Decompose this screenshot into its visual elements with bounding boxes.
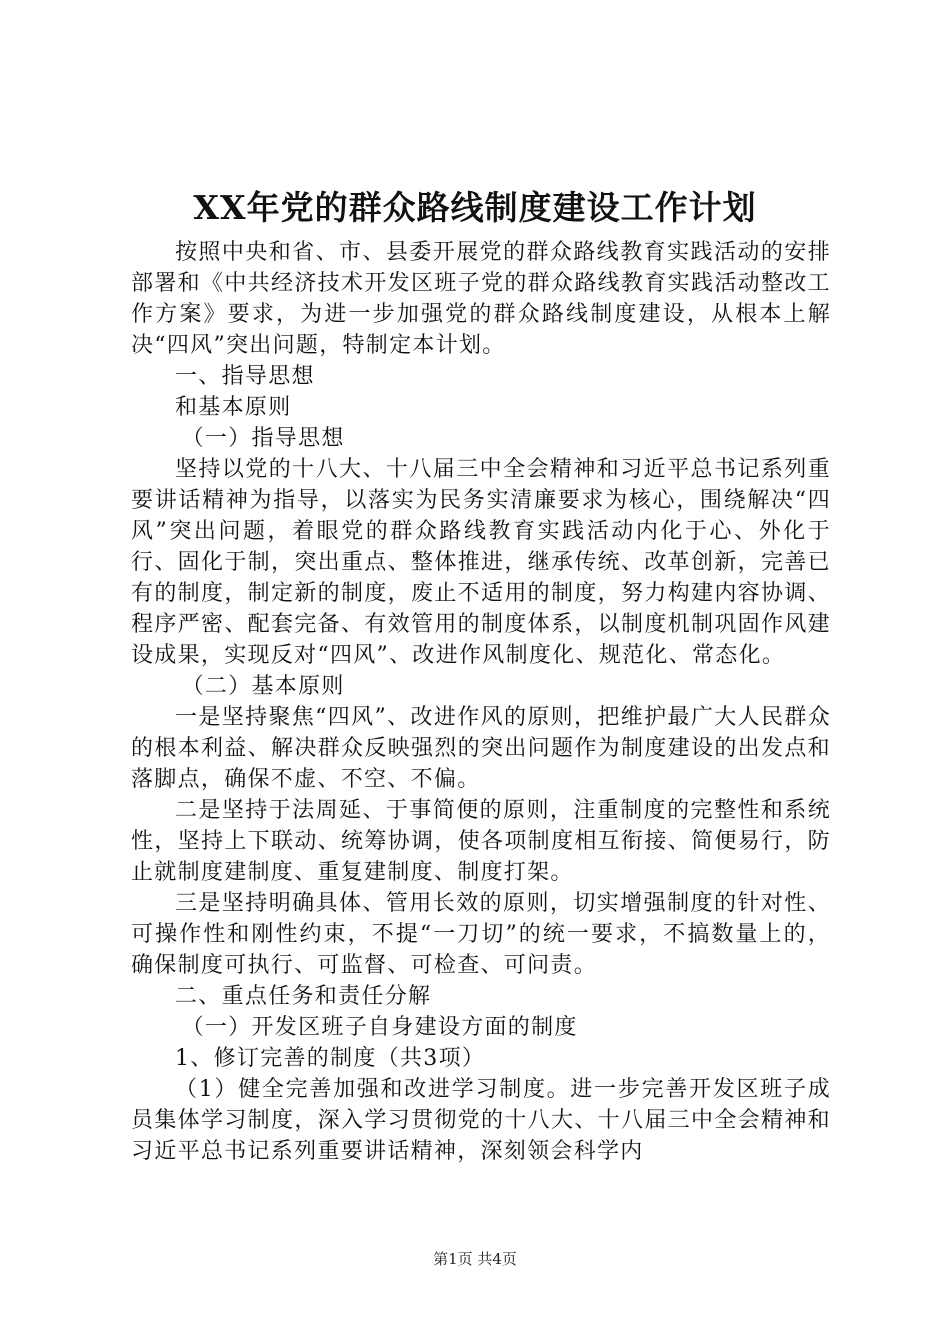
page-footer	[0, 1248, 950, 1269]
subsection-heading-team-building: （一）开发区班子自身建设方面的制度	[181, 1015, 578, 1040]
page-number: 第1页	[433, 1250, 473, 1268]
section-heading-2: 二、重点任务和责任分解	[175, 984, 432, 1009]
subsection-heading-basic-principles: （二）基本原则	[181, 674, 345, 699]
document-title: XX年党的群众路线制度建设工作计划	[193, 188, 757, 227]
guiding-thought-paragraph: 坚持以党的十八大、十八届三中全会精神和习近平总书记系列重要讲话精神为指导，以落实为民务实清廉要求为核心，围绕解决“四风”突出问题，着眼党的群众路线教育实践活动内化于心、外化于行、固化于制，突出重点、整体推进，继承传统、改革创新，完善已有的制度，制定新的制度，废止不适用的制度，努力构建内容协调、程序严密、配套完备、有效管用的制度体系，以制度机制巩固作风建设成果，实现反对“四风”、改进作风制度化、规范化、常态化。	[131, 457, 831, 668]
item-1-paragraph: （1）健全完善加强和改进学习制度。进一步完善开发区班子成员集体学习制度，深入学习贯彻党的十八大、十八届三中全会精神和习近平总书记系列重要讲话精神，深刻领会科学内	[131, 1077, 831, 1164]
page-total: 共4页	[477, 1250, 517, 1268]
item-heading-revised-systems: 1、修订完善的制度（共3项）	[175, 1046, 486, 1071]
subsection-heading-guiding-thought: （一）指导思想	[181, 426, 345, 451]
principle-two-paragraph: 二是坚持于法周延、于事简便的原则，注重制度的完整性和系统性，坚持上下联动、统筹协调，使各项制度相互衔接、简便易行，防止就制度建制度、重复建制度、制度打架。	[131, 798, 831, 885]
principle-three-paragraph: 三是坚持明确具体、管用长效的原则，切实增强制度的针对性、可操作性和刚性约束，不提“一刀切”的统一要求，不搞数量上的，确保制度可执行、可监督、可检查、可问责。	[131, 891, 831, 978]
principle-one-paragraph: 一是坚持聚焦“四风”、改进作风的原则，把维护最广大人民群众的根本利益、解决群众反映强烈的突出问题作为制度建设的出发点和落脚点，确保不虚、不空、不偏。	[131, 705, 831, 792]
document-body	[131, 237, 831, 1167]
intro-paragraph: 按照中央和省、市、县委开展党的群众路线教育实践活动的安排部署和《中共经济技术开发区班子党的群众路线教育实践活动整改工作方案》要求，为进一步加强党的群众路线制度建设，从根本上解决“四风”突出问题，特制定本计划。	[131, 240, 831, 358]
section-heading-1-continued: 和基本原则	[175, 395, 292, 420]
section-heading-1: 一、指导思想	[175, 364, 315, 389]
